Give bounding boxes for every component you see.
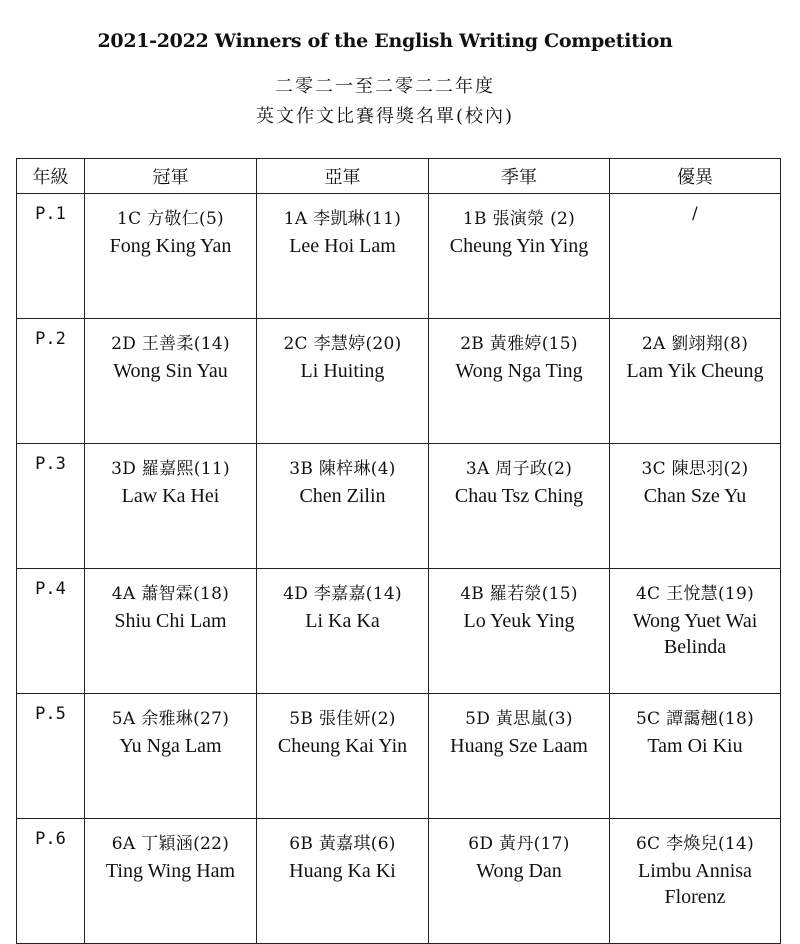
champion-cell <box>85 569 257 694</box>
winner-english-name: Wong Yuet Wai Belinda <box>632 610 758 658</box>
winner-english-name: Lam Yik Cheung <box>626 360 764 382</box>
table-row <box>17 569 781 694</box>
first-runner-up-cell <box>257 694 429 819</box>
first-runner-up-cell <box>257 194 429 319</box>
winner-english-name: Yu Nga Lam <box>119 735 222 757</box>
champion-cell <box>85 444 257 569</box>
winner-english-name: Chau Tsz Ching <box>454 485 584 507</box>
table-row <box>17 194 781 319</box>
winner-english-name: Tam Oi Kiu <box>647 735 743 757</box>
winner-english-name: Wong Sin Yau <box>113 360 228 382</box>
grade-cell: P.3 <box>17 444 85 569</box>
winner-class-label: 5D 黃思嵐(3) <box>465 709 573 729</box>
champion-cell <box>85 694 257 819</box>
winner-class-label: 3B 陳梓琳(4) <box>289 459 396 479</box>
second-runner-up-cell <box>429 194 610 319</box>
grade-cell: P.2 <box>17 319 85 444</box>
winner-english-name: Huang Ka Ki <box>289 860 396 882</box>
merit-cell <box>610 694 781 819</box>
winner-english-name: Law Ka Hei <box>121 485 220 507</box>
chinese-subtitle-competition: 英文作文比賽得獎名單(校內) <box>255 106 515 127</box>
grade-cell: P.5 <box>17 694 85 819</box>
first-runner-up-cell <box>257 819 429 944</box>
winner-class-label: 2A 劉翊翔(8) <box>641 334 749 354</box>
winner-class-label: 3D 羅嘉熙(11) <box>111 459 230 479</box>
winner-class-label: 1B 張演滎 (2) <box>462 209 576 229</box>
table-row <box>17 444 781 569</box>
column-header-champion: 冠軍 <box>85 159 257 194</box>
first-runner-up-cell <box>257 569 429 694</box>
winner-class-label: 2C 李慧婷(20) <box>283 334 402 354</box>
winner-english-name: Wong Dan <box>476 860 562 882</box>
merit-cell <box>610 319 781 444</box>
winner-class-label: 6C 李煥兒(14) <box>635 834 755 854</box>
winner-english-name: Fong King Yan <box>109 235 232 257</box>
table-header-row <box>17 159 781 194</box>
table-row <box>17 694 781 819</box>
second-runner-up-cell <box>429 819 610 944</box>
winner-english-name: Wong Nga Ting <box>455 360 583 382</box>
winner-class-label: 5C 譚靄翹(18) <box>635 709 755 729</box>
winner-class-label: 4B 羅若滎(15) <box>460 584 578 604</box>
winner-english-name: Chan Sze Yu <box>643 485 747 507</box>
second-runner-up-cell <box>429 569 610 694</box>
winners-table <box>16 158 781 944</box>
champion-cell <box>85 194 257 319</box>
second-runner-up-cell <box>429 694 610 819</box>
column-header-second-runner-up: 季軍 <box>429 159 610 194</box>
winner-english-name: Cheung Kai Yin <box>277 735 408 757</box>
second-runner-up-cell <box>429 444 610 569</box>
winner-class-label: 6B 黃嘉琪(6) <box>289 834 396 854</box>
winner-english-name: Li Ka Ka <box>305 610 380 632</box>
winner-class-label: 4A 蕭智霖(18) <box>111 584 230 604</box>
winner-english-name: Li Huiting <box>300 360 385 382</box>
winner-english-name: Shiu Chi Lam <box>114 610 227 632</box>
winner-english-name: Limbu Annisa Florenz <box>638 860 752 908</box>
winner-class-label: 3A 周子政(2) <box>465 459 573 479</box>
champion-cell <box>85 319 257 444</box>
column-header-first-runner-up: 亞軍 <box>257 159 429 194</box>
chinese-subtitle-year: 二零二一至二零二二年度 <box>275 76 495 97</box>
winner-class-label: / <box>691 204 699 224</box>
first-runner-up-cell <box>257 319 429 444</box>
merit-cell <box>610 569 781 694</box>
merit-cell <box>610 819 781 944</box>
winner-class-label: 1C 方敬仁(5) <box>116 209 224 229</box>
winner-class-label: 4C 王悅慧(19) <box>635 584 755 604</box>
winner-class-label: 6D 黃丹(17) <box>468 834 570 854</box>
merit-cell <box>610 444 781 569</box>
winner-english-name: Lo Yeuk Ying <box>463 610 575 632</box>
winner-class-label: 6A 丁穎涵(22) <box>111 834 230 854</box>
page-title: 2021-2022 Winners of the English Writing Competition <box>97 30 673 52</box>
winner-class-label: 2B 黃雅婷(15) <box>460 334 578 354</box>
winner-class-label: 1A 李凱琳(11) <box>283 209 402 229</box>
winner-class-label: 5B 張佳妍(2) <box>289 709 396 729</box>
winner-english-name: Lee Hoi Lam <box>289 235 396 257</box>
winner-english-name: Huang Sze Laam <box>450 735 588 757</box>
table-row <box>17 319 781 444</box>
grade-cell: P.4 <box>17 569 85 694</box>
winner-english-name: Cheung Yin Ying <box>449 235 589 257</box>
winner-english-name: Ting Wing Ham <box>105 860 236 882</box>
table-row <box>17 819 781 944</box>
winner-english-name: Chen Zilin <box>299 485 386 507</box>
first-runner-up-cell <box>257 444 429 569</box>
champion-cell <box>85 819 257 944</box>
winner-class-label: 3C 陳思羽(2) <box>641 459 749 479</box>
winner-class-label: 5A 余雅琳(27) <box>111 709 230 729</box>
winner-class-label: 2D 王善柔(14) <box>111 334 230 354</box>
column-header-merit: 優異 <box>610 159 781 194</box>
grade-cell: P.1 <box>17 194 85 319</box>
winner-class-label: 4D 李嘉嘉(14) <box>283 584 402 604</box>
second-runner-up-cell <box>429 319 610 444</box>
grade-cell: P.6 <box>17 819 85 944</box>
column-header-grade: 年級 <box>17 159 85 194</box>
merit-cell <box>610 194 781 319</box>
